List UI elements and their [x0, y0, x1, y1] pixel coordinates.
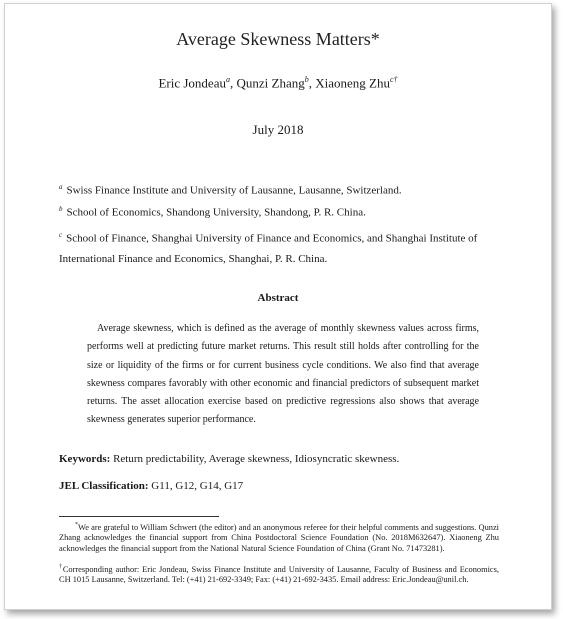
keywords-label: Keywords: — [59, 453, 111, 465]
jel-label: JEL Classification: — [59, 480, 149, 492]
footnote-mark: † — [59, 564, 63, 570]
keywords-text: Return predictability, Average skewness, Idiosyncratic skewness. — [113, 453, 400, 465]
affiliation-mark: a — [59, 183, 63, 191]
author-name: Qunzi Zhang — [236, 75, 305, 91]
author-name: Xiaoneng Zhu — [315, 75, 390, 91]
author-mark: c† — [389, 75, 398, 84]
affiliation-a — [59, 177, 509, 201]
affiliation-b — [59, 199, 509, 223]
paper-page — [4, 3, 552, 610]
jel-text: G11, G12, G14, G17 — [151, 480, 244, 492]
author-mark: a — [225, 75, 230, 84]
footnote-acknowledgment — [59, 520, 499, 555]
affiliation-mark: c — [59, 231, 63, 239]
footnote-corresponding — [59, 562, 499, 586]
jel-line — [59, 480, 243, 492]
abstract-heading: Abstract — [257, 292, 299, 304]
author-mark: b — [304, 75, 309, 84]
footnote-text: We are grateful to William Schwert (the editor) and an anonymous referee for their helpful comments and suggestions. Qunzi Zhang acknowledges the financial support from China Postdoctoral Science Foundation (No. 2018M632647). Xiaoneng Zhu acknowledges the financial support from the National Natural Science Foundation of China (Grant No. 71473281). — [59, 522, 499, 553]
paper-title: Average Skewness Matters* — [176, 29, 380, 49]
affiliation-c — [59, 225, 501, 269]
footnote-text: Corresponding author: Eric Jondeau, Swiss Finance Institute and University of Lausanne, Faculty of Business and Economics, CH 1015 Lausanne, Switzerland. Tel: (+41) 21-692-3349; Fax: (+41) 21-692-3435. Email address: Eric.Jondeau@unil.ch. — [59, 564, 499, 585]
affiliation-text: Swiss Finance Institute and University of Lausanne, Lausanne, Switzerland. — [66, 184, 402, 197]
author-line: Eric Jondeau$^a$, Qunzi Zhang$^b$, Xiaoneng Zhu$^{c\dagger}$ — [158, 75, 398, 91]
affiliation-text: School of Finance, Shanghai University of Finance and Economics, and Shanghai Institute of International Finance and Economics, Shanghai, P. R. China. — [59, 232, 478, 265]
abstract-text: Average skewness, which is defined as the average of monthly skewness values across firms, performs well at predicting future market returns. This result still holds after controlling for the size or liquidity of the firms or for current business cycle conditions. We also find that average skewness compares favorably with other economic and financial predictors of subsequent market returns. The asset allocation exercise based on predictive regressions also shows that average skewness generates superior performance. — [87, 323, 479, 426]
footnote-mark: * — [75, 522, 78, 528]
paper-date: July 2018 — [252, 122, 304, 137]
affiliation-mark: b — [59, 205, 63, 213]
keywords-line — [59, 453, 399, 465]
author-name: Eric Jondeau — [158, 75, 226, 91]
affiliation-text: School of Economics, Shandong University, Shandong, P. R. China. — [66, 206, 366, 219]
footnote-rule — [59, 516, 219, 517]
